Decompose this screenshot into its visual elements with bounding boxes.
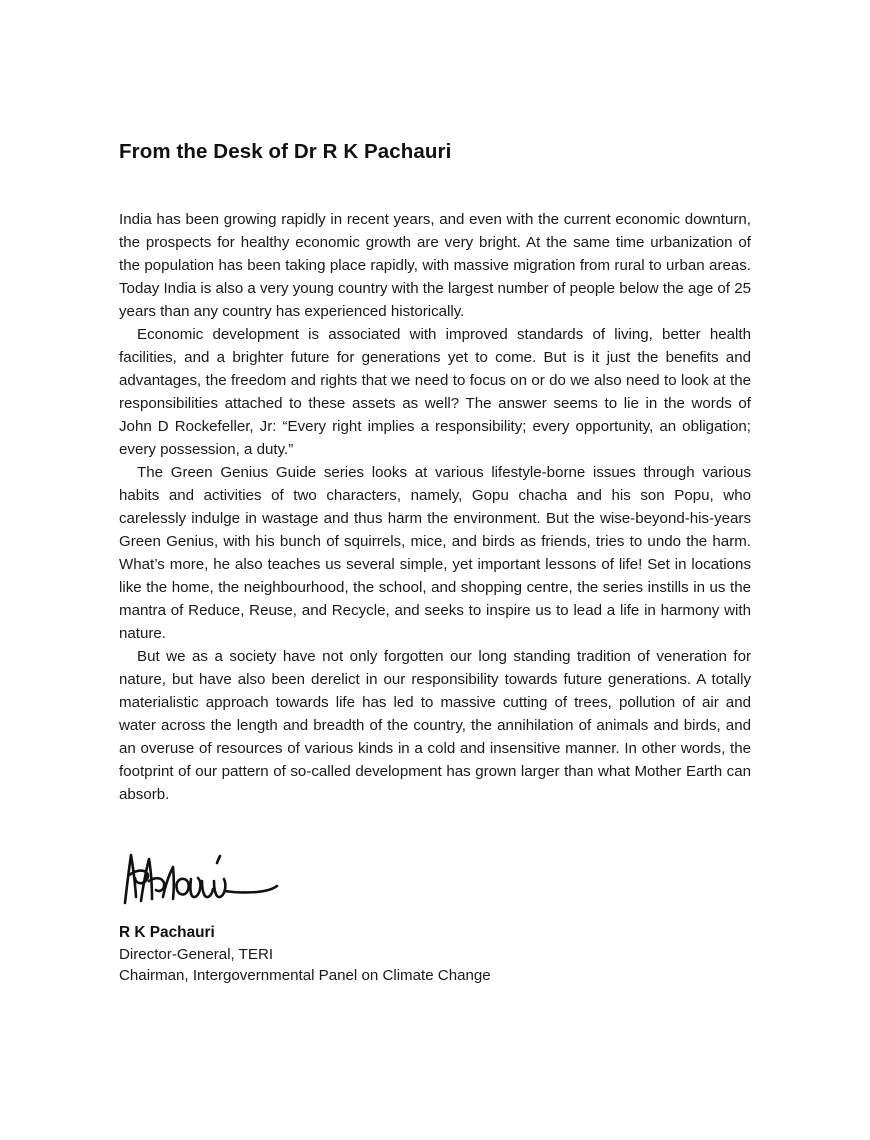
handwritten-signature-icon	[119, 845, 319, 917]
signatory-title-1: Director-General, TERI	[119, 946, 274, 963]
signatory-title-2: Chairman, Intergovernmental Panel on Climate Change	[119, 967, 491, 985]
signature-block	[119, 845, 619, 987]
paragraph-4: But we as a society have not only forgotten our long standing tradition of veneration for nature, but have also been derelict in our responsibility towards future generations. A totally materialistic approach towards life has led to massive cutting of trees, pollution of air and water across the length and breadth of the country, the annihilation of animals and birds, and an overuse of resources of various kinds in a cold and insensitive manner. In other words, the footprint of our pattern of so-called development has grown larger than what Mother Earth can absorb.	[119, 648, 751, 804]
paragraph-2: Economic development is associated with improved standards of living, better health facilities, and a brighter future for generations yet to come. But is it just the benefits and advantages, the freedom and rights that we need to focus on or do we also need to look at the responsibilities attached to these assets as well? The answer seems to lie in the words of John D Rockefeller, Jr: “Every right implies a responsibility; every opportunity, an obligation; every possession, a duty.”	[119, 326, 751, 459]
signatory-name: R K Pachauri	[119, 924, 215, 941]
letter-content	[119, 140, 751, 806]
page-title: From the Desk of Dr R K Pachauri	[119, 140, 452, 163]
paragraph-1: India has been growing rapidly in recent years, and even with the current economic downturn, the prospects for healthy economic growth are very bright. At the same time urbanization of the population has been taking place rapidly, with massive migration from rural to urban areas. Today India is also a very young country with the largest number of people below the age of 25 years than any country has experienced historically.	[119, 211, 751, 321]
letter-body	[119, 208, 751, 806]
paragraph-3: The Green Genius Guide series looks at various lifestyle-borne issues through various habits and activities of two characters, namely, Gopu chacha and his son Popu, who carelessly indulge in wastage and thus harm the environment. But the wise-beyond-his-years Green Genius, with his bunch of squirrels, mice, and birds as friends, tries to undo the harm. What’s more, he also teaches us several simple, yet important lessons of life! Set in locations like the home, the neighbourhood, the school, and shopping centre, the series instills in us the mantra of Reduce, Reuse, and Recycle, and seeks to inspire us to lead a life in harmony with nature.	[119, 464, 751, 643]
